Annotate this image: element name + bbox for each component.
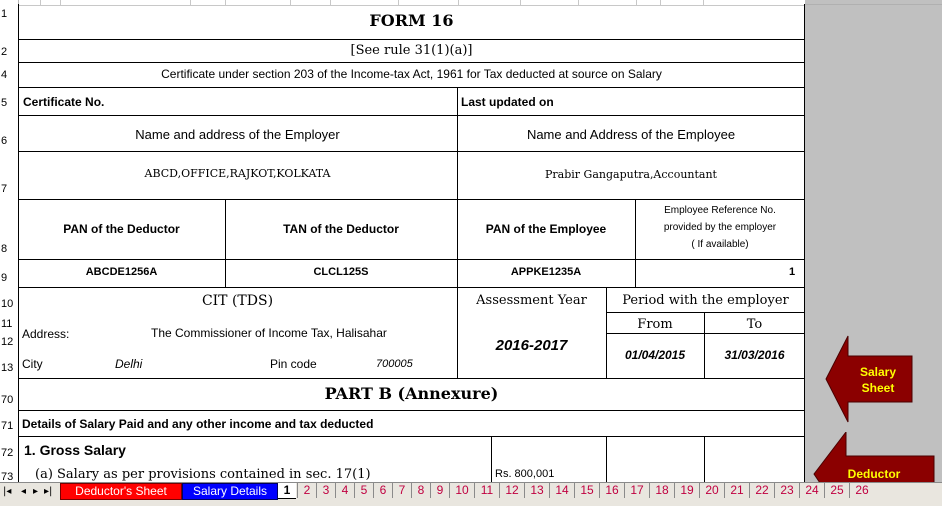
sheet-tab-6[interactable]: 6 — [373, 483, 392, 498]
sheet-tab-8[interactable]: 8 — [411, 483, 430, 498]
assessment-year-value[interactable]: 2016-2017 — [495, 337, 568, 354]
grid-line — [18, 378, 805, 379]
employer-header: Name and address of the Employer — [135, 127, 340, 142]
salary-sheet-button[interactable] — [824, 334, 914, 424]
sheet-tab-7[interactable]: 7 — [392, 483, 411, 498]
sheet-tab-18[interactable]: 18 — [649, 483, 674, 498]
cit-label: CIT (TDS) — [201, 293, 274, 309]
grid-line — [606, 312, 805, 313]
salary-sheet-label: Sheet — [861, 381, 895, 395]
row-number[interactable]: 70 — [1, 394, 14, 406]
grid-line — [606, 333, 805, 334]
grid-line — [18, 39, 805, 40]
sheet-tab-10[interactable]: 10 — [449, 483, 474, 498]
last-sheet-nav[interactable]: ▸| — [44, 486, 53, 497]
grid-line — [18, 410, 805, 411]
sheet-tab-26[interactable]: 26 — [849, 483, 874, 498]
tab-salary-details[interactable]: Salary Details — [182, 483, 278, 500]
sheet-tab-4[interactable]: 4 — [335, 483, 354, 498]
sheet-tab-bar — [0, 482, 942, 506]
grid-line — [18, 436, 805, 437]
emp-ref-value[interactable]: 1 — [789, 266, 796, 278]
sheet-tab-5[interactable]: 5 — [354, 483, 373, 498]
sheet-tab-23[interactable]: 23 — [774, 483, 799, 498]
emp-ref-label: ( If available) — [691, 239, 749, 250]
pan-deductor-label: PAN of the Deductor — [63, 222, 180, 236]
row-number[interactable]: 5 — [1, 97, 8, 109]
prev-sheet-nav[interactable]: ◂ — [21, 486, 27, 497]
grid-line — [805, 4, 942, 5]
sheet-tab-17[interactable]: 17 — [624, 483, 649, 498]
deductor-label: Deductor — [847, 467, 901, 481]
next-sheet-nav[interactable]: ▸ — [33, 486, 39, 497]
sheet-tab-13[interactable]: 13 — [524, 483, 549, 498]
first-sheet-nav[interactable]: |◂ — [3, 486, 12, 497]
address-value[interactable]: The Commissioner of Income Tax, Halisahar — [151, 326, 387, 340]
sheet-tab-15[interactable]: 15 — [574, 483, 599, 498]
assessment-year-label: Assessment Year — [476, 293, 587, 308]
grid-line — [606, 436, 607, 482]
sheet-tab-3[interactable]: 3 — [316, 483, 335, 498]
details-line: Details of Salary Paid and any other income and tax deducted — [22, 417, 374, 431]
row-number[interactable]: 4 — [1, 69, 8, 81]
tab-deductors-sheet[interactable]: Deductor's Sheet — [60, 483, 182, 500]
left-arrow-icon — [824, 334, 914, 424]
row-number[interactable]: 71 — [1, 420, 14, 432]
sheet-tab-20[interactable]: 20 — [699, 483, 724, 498]
sheet-tab-14[interactable]: 14 — [549, 483, 574, 498]
grid-line — [18, 151, 805, 152]
sheet-tab-24[interactable]: 24 — [799, 483, 824, 498]
row-number[interactable]: 10 — [1, 298, 14, 310]
emp-ref-label: Employee Reference No. — [664, 205, 776, 216]
pan-deductor-value[interactable]: ABCDE1256A — [85, 266, 158, 278]
grid-line — [704, 436, 705, 482]
row-number[interactable]: 12 — [1, 336, 14, 348]
grid-line — [491, 436, 492, 482]
city-value[interactable]: Delhi — [115, 357, 143, 371]
salary-sheet-label: Salary — [859, 365, 897, 379]
row-header-column — [0, 0, 19, 482]
sheet-tab-9[interactable]: 9 — [430, 483, 449, 498]
grid-line — [18, 199, 805, 200]
pan-employee-value[interactable]: APPKE1235A — [510, 266, 582, 278]
salary-17-1-label: (a) Salary as per provisions contained in sec. 17(1) — [35, 467, 371, 482]
from-label: From — [637, 317, 673, 332]
last-updated-label: Last updated on — [461, 95, 554, 109]
part-b-title: PART B (Annexure) — [324, 384, 499, 403]
to-label: To — [746, 317, 763, 332]
from-value[interactable]: 01/04/2015 — [624, 348, 686, 362]
employee-value[interactable]: Prabir Gangaputra,Accountant — [545, 168, 717, 181]
employee-header: Name and Address of the Employee — [526, 127, 736, 142]
sheet-tab-21[interactable]: 21 — [724, 483, 749, 498]
sheet-tab-25[interactable]: 25 — [824, 483, 849, 498]
sheet-tab-19[interactable]: 19 — [674, 483, 699, 498]
grid-line — [18, 115, 805, 116]
row-number[interactable]: 72 — [1, 447, 14, 459]
sheet-tab-12[interactable]: 12 — [499, 483, 524, 498]
certificate-no-label: Certificate No. — [23, 95, 105, 109]
grid-line — [18, 287, 805, 288]
row-number[interactable]: 13 — [1, 362, 14, 374]
row-number[interactable]: 2 — [1, 46, 8, 58]
employer-value[interactable]: ABCD,OFFICE,RAJKOT,KOLKATA — [144, 167, 331, 180]
to-value[interactable]: 31/03/2016 — [724, 348, 785, 362]
row-number[interactable]: 7 — [1, 183, 8, 195]
certificate-line: Certificate under section 203 of the Income-tax Act, 1961 for Tax deducted at source on Salary — [161, 67, 662, 81]
sheet-tab-16[interactable]: 16 — [599, 483, 624, 498]
address-label: Address: — [22, 327, 70, 341]
grid-line — [18, 259, 805, 260]
row-number[interactable]: 8 — [1, 243, 8, 255]
sheet-tab-11[interactable]: 11 — [474, 483, 499, 498]
deductor-button[interactable] — [812, 432, 938, 482]
pan-employee-label: PAN of the Employee — [485, 222, 607, 236]
pincode-label: Pin code — [270, 357, 317, 371]
grid-line — [18, 87, 805, 88]
sheet-tab-1[interactable]: 1 — [278, 483, 296, 499]
salary-17-1-value[interactable]: Rs. 800,001 — [495, 468, 555, 480]
tan-deductor-value[interactable]: CLCL125S — [313, 266, 369, 278]
row-number[interactable]: 11 — [1, 318, 13, 330]
city-label: City — [22, 357, 43, 371]
pincode-value[interactable]: 700005 — [376, 358, 413, 370]
grid-line — [457, 87, 458, 115]
row-number[interactable]: 73 — [1, 471, 14, 482]
gross-salary-label: 1. Gross Salary — [24, 442, 126, 458]
sheet-tab-22[interactable]: 22 — [749, 483, 774, 498]
form-rule: [See rule 31(1)(a)] — [350, 43, 473, 58]
row-number[interactable]: 9 — [1, 272, 8, 284]
grid-line — [18, 62, 805, 63]
tan-deductor-label: TAN of the Deductor — [283, 222, 399, 236]
emp-ref-label: provided by the employer — [663, 222, 777, 233]
sheet-tab-2[interactable]: 2 — [297, 483, 316, 498]
form-title: FORM 16 — [369, 11, 454, 30]
row-number[interactable]: 6 — [1, 135, 8, 147]
period-label: Period with the employer — [622, 293, 789, 308]
row-number[interactable]: 1 — [1, 8, 8, 20]
